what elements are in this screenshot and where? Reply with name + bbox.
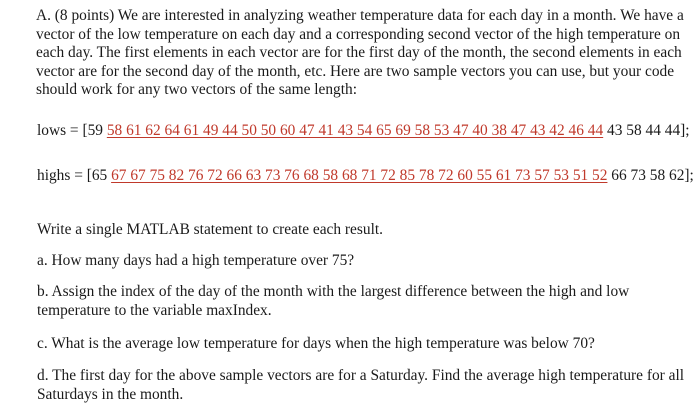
highs-vector (37, 167, 697, 186)
lows-prefix: lows = [59 (37, 122, 107, 139)
question-a: a. How many days had a high temperature over 75? (37, 252, 355, 269)
question-d: d. The first day for the above sample vectors are for a Saturday. Find the average high temperature for all Saturdays in the month. (37, 367, 685, 403)
lows-vector (37, 122, 697, 141)
question-b: b. Assign the index of the day of the month with the largest difference between the high and low temperature to the variable maxIndex. (37, 283, 630, 319)
lows-linked-values[interactable]: 58 61 62 64 61 49 44 50 50 60 47 41 43 54 65 69 58 53 47 40 38 47 43 42 46 44 (106, 122, 604, 139)
question-c: c. What is the average low temperature for days when the high temperature was below 70? (37, 335, 595, 352)
highs-prefix: highs = [65 (37, 167, 112, 184)
problem-intro: A. (8 points) We are interested in analyzing weather temperature data for each day in a month. We have a vector of the low temperature on each day and a corresponding second vector of the high temperature on each day. The first elements in each vector are for the first day of the month, the second elements in each vector are for the second day of the month, etc. Here are two sample vectors you can use, but your code should work for any two vectors of the same length: (36, 7, 684, 99)
highs-suffix: 66 73 58 62]; (607, 167, 694, 184)
lows-suffix: 43 58 44 44]; (603, 122, 690, 139)
highs-linked-values[interactable]: 67 67 75 82 76 72 66 63 73 76 68 58 68 71 72 85 78 72 60 55 61 73 57 53 51 52 (111, 167, 608, 184)
instruction: Write a single MATLAB statement to create each result. (37, 221, 383, 238)
